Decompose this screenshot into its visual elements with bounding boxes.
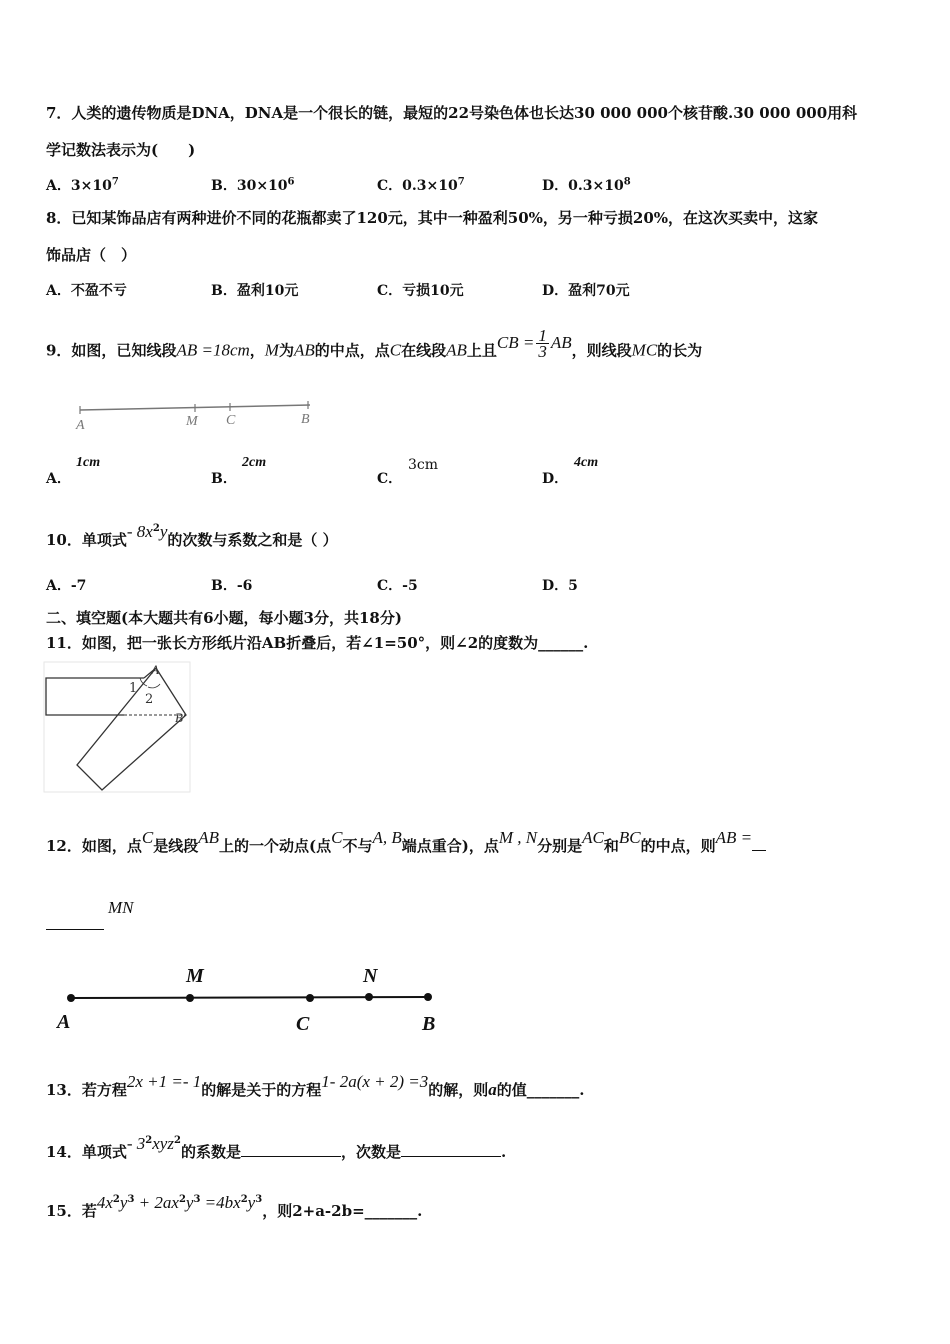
label-a: A [151, 662, 159, 677]
point-m [186, 994, 194, 1002]
q8-option-a: A．不盈不亏 [46, 283, 127, 299]
label-n: N [363, 965, 378, 987]
q14-coefficient-blank [241, 1142, 341, 1157]
q13-stem: 13．若方程2x +1 =- 1的解是关于的方程1- 2a(x + 2) =3的解，则a的值_______. [46, 1072, 585, 1099]
label-m: M [186, 965, 204, 987]
section-2-heading: 二、填空题(本大题共有6小题，每小题3分，共18分) [46, 609, 402, 627]
q7-option-a: A．$3\times 10^7$ [46, 176, 119, 194]
q11-folded-paper-figure [44, 662, 194, 794]
q12-segment-figure [50, 962, 450, 1037]
label-a: A [57, 1011, 71, 1033]
label-b: B [175, 710, 183, 725]
point-b [424, 993, 432, 1001]
q7-line2: 学记数法表示为( ) [46, 141, 196, 159]
q9-segment-figure [70, 395, 320, 435]
q9-option-a-value: 1cm [76, 455, 101, 470]
q8-option-b: B．盈利10元 [211, 283, 299, 299]
label-m: M [186, 414, 198, 429]
q7-option-b: B．$30\times 10^6$ [211, 176, 295, 194]
q9-option-c-value: 3cm [408, 457, 439, 473]
q9-option-d-letter: D． [542, 471, 569, 487]
q14-degree-blank [401, 1142, 501, 1157]
q10-option-c: C．-5 [377, 578, 418, 594]
label-b: B [422, 1013, 436, 1035]
q10-option-a: A．-7 [46, 578, 87, 594]
q12-stem: 12．如图，点C是线段AB上的一个动点(点C不与A, B端点重合)，点M , N分别是AC和BC的中点，则AB = [46, 836, 766, 856]
label-angle-1: 1 [129, 681, 138, 696]
q10-option-d: D．5 [542, 578, 578, 594]
q12-mn: MN [108, 898, 134, 917]
q9-option-c-letter: C． [377, 471, 403, 487]
q7-line1: 7．人类的遗传物质是DNA，DNA是一个很长的链，最短的22号染色体也长达30 000 000个核苷酸.30 000 000用科 [46, 104, 858, 122]
label-a: A [76, 418, 85, 433]
angle-2-arc [148, 684, 160, 688]
q8-option-d: D．盈利70元 [542, 283, 630, 299]
q9-option-b-value: 2cm [242, 455, 267, 470]
label-c: C [226, 413, 236, 428]
point-a [67, 994, 75, 1002]
q9-stem: 9．如图，已知线段AB =18cm，M为AB的中点，点C在线段AB上且CB = $\frac{1}{3}$ AB，则线段MC的长为 [46, 326, 703, 361]
q7-option-c: C．$0.3\times 10^7$ [377, 176, 465, 194]
q8-line1: 8．已知某饰品店有两种进价不同的花瓶都卖了120元，其中一种盈利50%，另一种亏损20%，在这次买卖中，这家 [46, 209, 819, 227]
q11-stem: 11．如图，把一张长方形纸片沿AB折叠后，若∠1=50°，则∠2的度数为______. [46, 634, 589, 652]
q14-stem: 14．单项式- $3^2xyz^2$的系数是 ，次数是 . [46, 1134, 507, 1161]
q8-option-c: C．亏损10元 [377, 283, 464, 299]
label-c: C [296, 1013, 310, 1035]
q8-line2: 饰品店（ ） [46, 246, 137, 264]
q10-option-b: B．-6 [211, 578, 253, 594]
q9-option-b-letter: B． [211, 471, 237, 487]
q7-option-d: D．$0.3\times 10^8$ [542, 176, 631, 194]
q9-option-d-value: 4cm [574, 455, 599, 470]
label-b: B [301, 412, 310, 427]
q10-stem: 10．单项式- $8x^2y$的次数与系数之和是（ ） [46, 522, 338, 549]
point-c [306, 994, 314, 1002]
q9-option-a-letter: A． [46, 471, 71, 487]
fraction-one-third: $\frac{1}{3}$ [538, 326, 547, 361]
q15-stem: 15．若$4x^2y^3 + 2ax^2y^3 =4bx^2y^3$，则2+a-2b=_______. [46, 1193, 423, 1220]
point-n [365, 993, 373, 1001]
segment-ab [71, 997, 428, 998]
q12-answer-blank-start [752, 836, 766, 851]
angle-1-arc [140, 678, 147, 686]
label-angle-2: 2 [145, 692, 154, 707]
q12-answer-blank-end [46, 915, 104, 930]
